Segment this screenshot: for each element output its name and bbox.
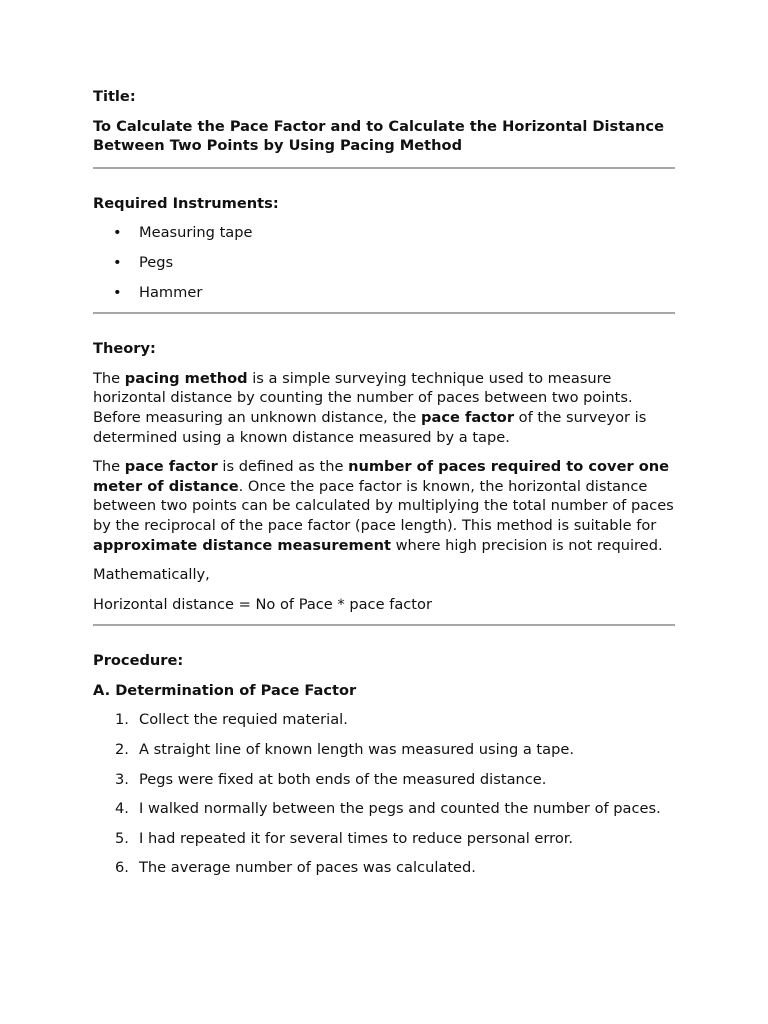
procedure-subheading: A. Determination of Pace Factor <box>93 681 357 699</box>
step-number: 3. <box>115 770 129 788</box>
text-run: is a simple surveying technique used to measure horizontal distance by counting the number of paces between two points. Before measuring an unknown distance, the <box>93 369 633 426</box>
instruments-list <box>93 223 675 302</box>
theory-paragraph-2 <box>93 457 675 555</box>
list-item <box>93 283 675 303</box>
step-text: I walked normally between the pegs and counted the number of paces. <box>139 800 661 818</box>
theory-paragraph-1 <box>93 369 675 447</box>
formula-line: Horizontal distance = No of Pace * pace factor <box>93 595 432 613</box>
document-title: To Calculate the Pace Factor and to Calculate the Horizontal Distance Between Two Points by Using Pacing Method <box>93 117 664 155</box>
bold-term: pace factor <box>421 408 515 426</box>
step-number: 6. <box>115 859 129 877</box>
title-label: Title: <box>93 88 136 105</box>
list-item <box>93 223 675 243</box>
procedure-steps <box>93 710 675 878</box>
text-run: where high precision is not required. <box>390 536 663 554</box>
theory-paragraph-3: Mathematically, <box>93 566 210 584</box>
bold-term: pace factor <box>124 458 218 476</box>
step-number: 5. <box>115 829 129 847</box>
bullet-icon: • <box>113 224 122 242</box>
text-run: The <box>93 458 125 476</box>
list-item <box>93 740 675 760</box>
step-text: A straight line of known length was measured using a tape. <box>139 741 574 759</box>
list-item <box>93 829 675 849</box>
step-text: Collect the requied material. <box>139 711 348 729</box>
step-number: 1. <box>115 711 129 729</box>
bullet-icon: • <box>113 253 122 271</box>
theory-heading: Theory: <box>93 340 156 358</box>
text-run: The <box>93 369 125 387</box>
instrument-text: Measuring tape <box>139 224 253 242</box>
instruments-heading: Required Instruments: <box>93 194 279 212</box>
list-item <box>93 253 675 273</box>
procedure-heading: Procedure: <box>93 652 184 670</box>
text-run: . Once the pace factor is known, the horizontal distance between two points can be calculated by multiplying the total number of paces by the reciprocal of the pace factor (pace length). This method is suitable for <box>93 477 674 534</box>
step-text: I had repeated it for several times to reduce personal error. <box>139 829 574 847</box>
step-text: Pegs were fixed at both ends of the measured distance. <box>139 770 547 788</box>
step-number: 4. <box>115 800 129 818</box>
bullet-icon: • <box>113 283 122 301</box>
list-item <box>93 770 675 790</box>
instrument-text: Pegs <box>139 253 174 271</box>
bold-term: number of paces required to cover one meter of distance <box>93 458 670 495</box>
instrument-text: Hammer <box>139 283 203 301</box>
document-body <box>93 87 675 878</box>
bold-term: approximate distance measurement <box>93 536 391 554</box>
list-item <box>93 858 675 878</box>
list-item <box>93 710 675 730</box>
list-item <box>93 799 675 819</box>
step-number: 2. <box>115 741 129 759</box>
bold-term: pacing method <box>124 369 248 387</box>
text-run: of the surveyor is determined using a known distance measured by a tape. <box>93 408 647 446</box>
step-text: The average number of paces was calculated. <box>139 859 476 877</box>
text-run: is defined as the <box>217 458 349 476</box>
